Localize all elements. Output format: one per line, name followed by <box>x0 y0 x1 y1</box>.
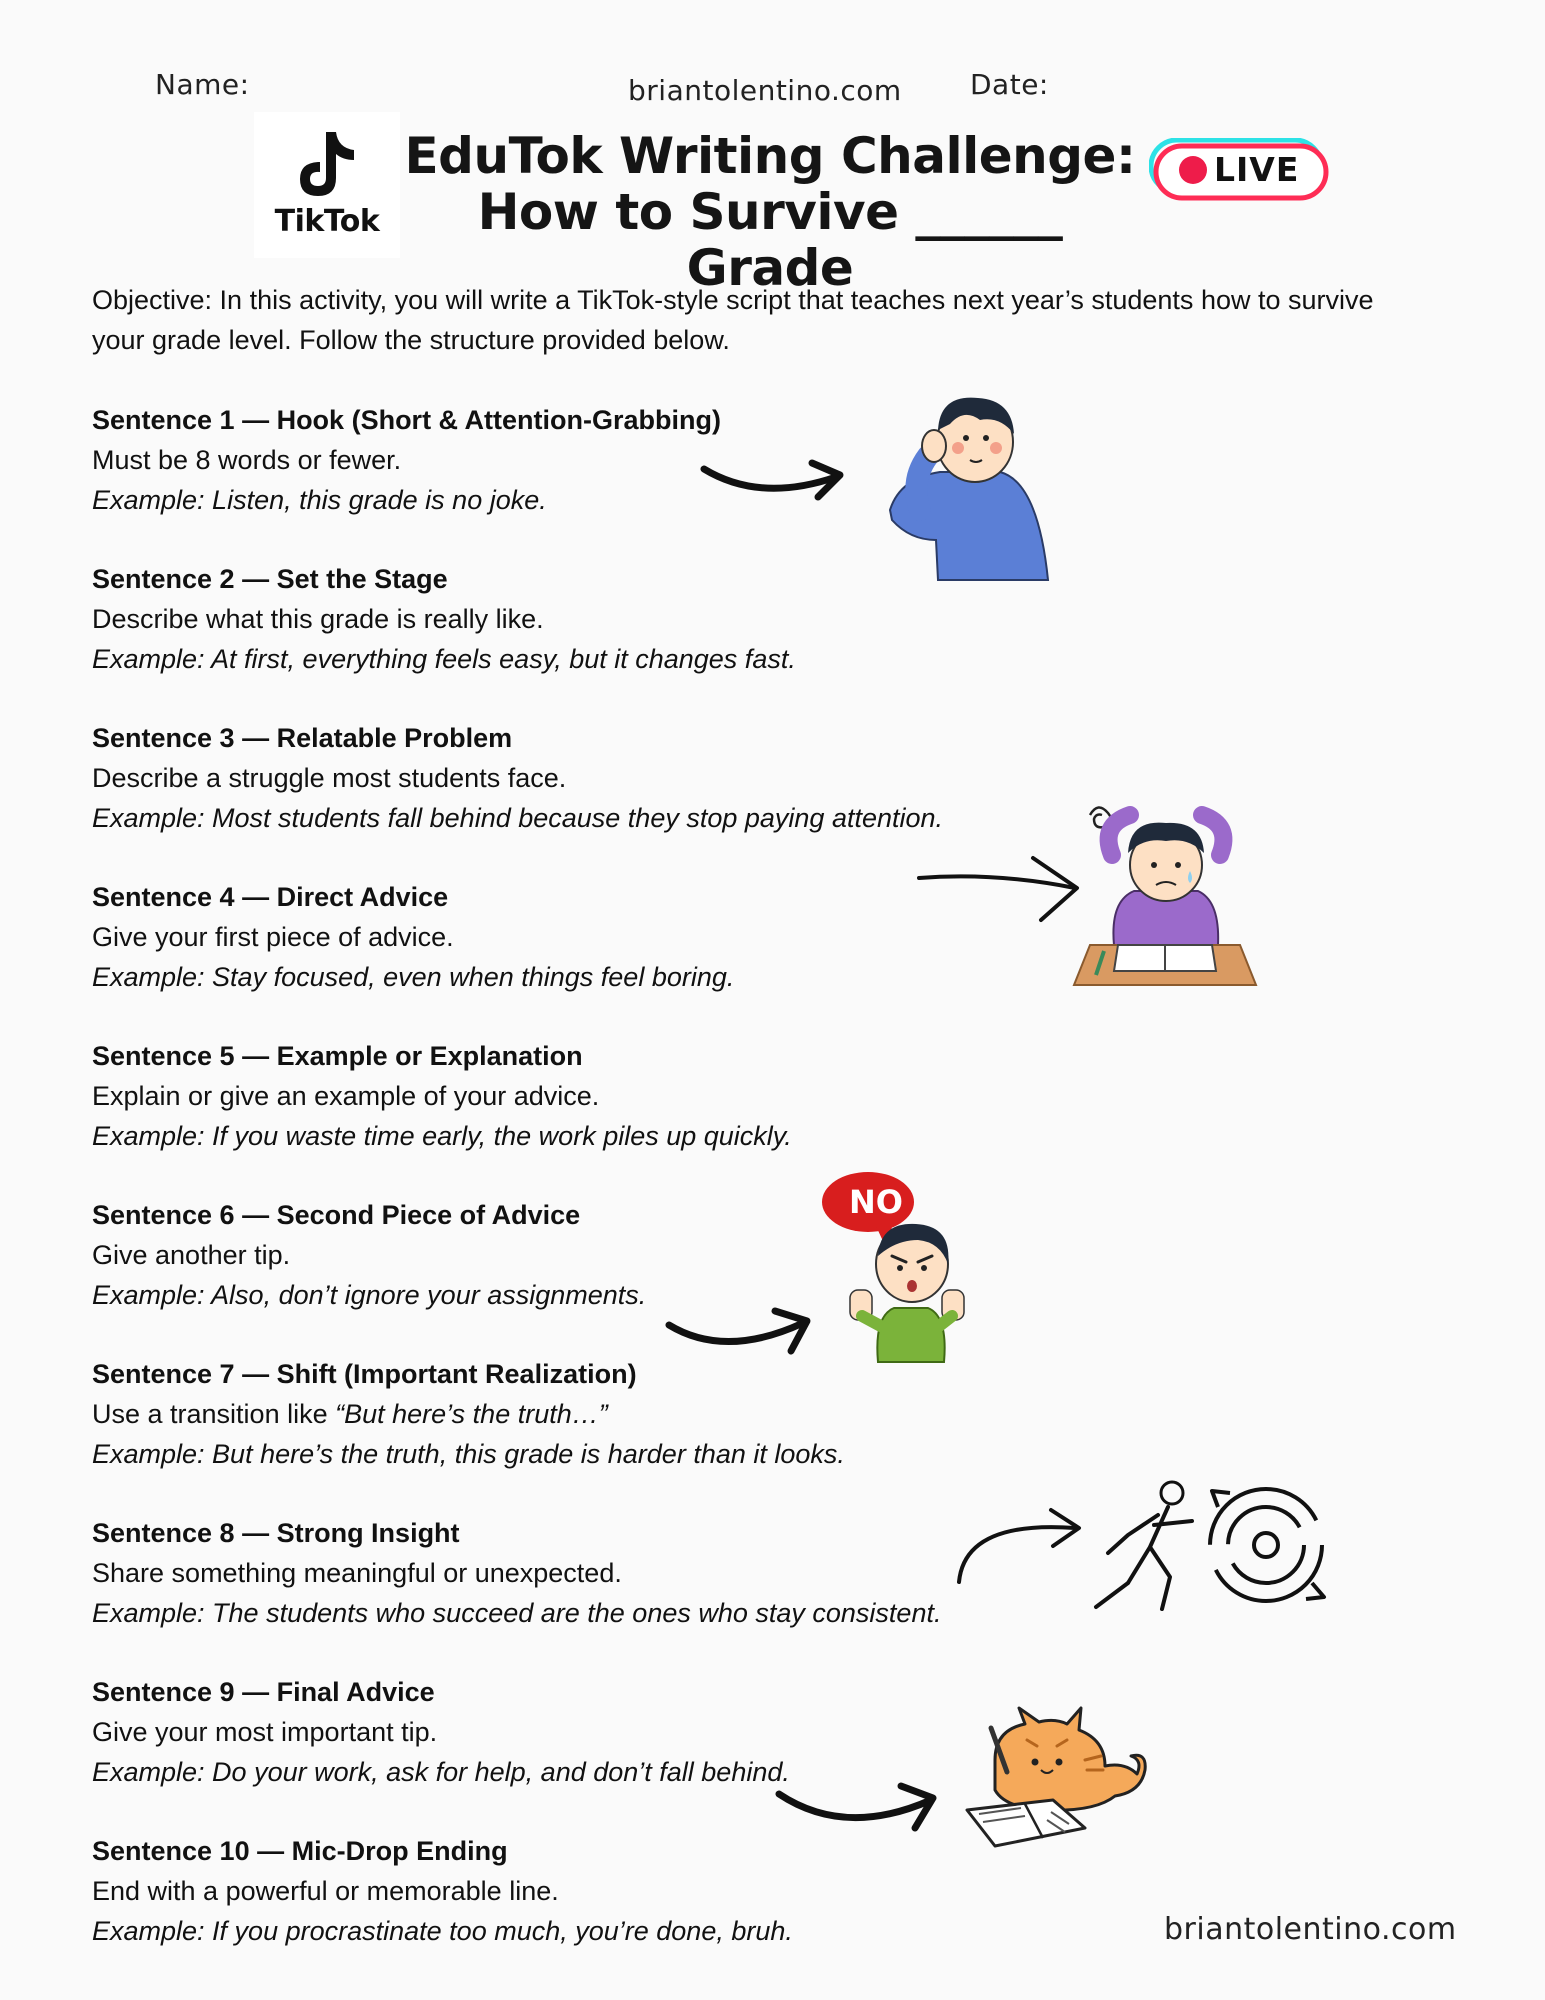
instruction-quote: “But here’s the truth…” <box>335 1399 608 1429</box>
title-line-2: How to Survive ______ Grade <box>477 183 1063 297</box>
title-line-1: EduTok Writing Challenge: <box>404 127 1136 185</box>
sentence-example: Example: Stay focused, even when things feel boring. <box>92 962 735 992</box>
curved-arrow-icon <box>775 1780 945 1840</box>
sentence-example: Example: Do your work, ask for help, and don’t fall behind. <box>92 1757 790 1787</box>
sentence-instruction: Describe a struggle most students face. <box>92 763 567 793</box>
sentence-example: Example: Listen, this grade is no joke. <box>92 485 547 515</box>
sentence-block-7 <box>92 1354 1092 1474</box>
sentence-block-10 <box>92 1831 1092 1951</box>
live-dot-icon <box>1178 155 1208 185</box>
sentence-heading: Sentence 7 — Shift (Important Realization) <box>92 1359 637 1389</box>
sentence-instruction: Give another tip. <box>92 1240 291 1270</box>
no-bubble-label: NO <box>849 1183 903 1221</box>
objective-text: Objective: In this activity, you will write a TikTok-style script that teaches next year’s students how to survive your grade level. Follow the structure provided below. <box>92 285 1374 355</box>
curved-arrow-icon <box>955 1500 1085 1590</box>
tiktok-wordmark: TikTok <box>274 204 380 239</box>
footer-site-url: briantolentino.com <box>1164 1912 1457 1947</box>
sentence-heading: Sentence 5 — Example or Explanation <box>92 1041 583 1071</box>
curved-arrow-icon <box>665 1305 815 1365</box>
sentence-block-5 <box>92 1036 1092 1156</box>
live-label: LIVE <box>1214 150 1300 189</box>
reading-cat-icon <box>955 1700 1150 1850</box>
sentence-example: Example: If you procrastinate too much, you’re done, bruh. <box>92 1916 793 1946</box>
sentence-example: Example: Also, don’t ignore your assignments. <box>92 1280 647 1310</box>
sentence-instruction <box>92 1394 1092 1434</box>
instruction-text: Use a transition like <box>92 1399 336 1429</box>
sentence-heading: Sentence 9 — Final Advice <box>92 1677 435 1707</box>
page-title <box>400 128 1140 296</box>
sentence-heading: Sentence 2 — Set the Stage <box>92 564 448 594</box>
refusing-boy-icon <box>848 1212 968 1362</box>
tiktok-logo <box>254 112 400 258</box>
sentence-block-3 <box>92 718 1092 838</box>
sentence-instruction: End with a powerful or memorable line. <box>92 1876 559 1906</box>
sentence-example: Example: The students who succeed are the ones who stay consistent. <box>92 1598 942 1628</box>
sentence-block-9 <box>92 1672 1092 1792</box>
sentence-heading: Sentence 3 — Relatable Problem <box>92 723 513 753</box>
sentence-instruction: Must be 8 words or fewer. <box>92 445 402 475</box>
name-label: Name: <box>155 68 250 101</box>
tiktok-note-icon <box>254 112 400 204</box>
sentence-heading: Sentence 6 — Second Piece of Advice <box>92 1200 581 1230</box>
listening-boy-icon <box>880 390 1060 585</box>
sentence-instruction: Describe what this grade is really like. <box>92 604 544 634</box>
live-badge <box>1152 142 1326 198</box>
sentence-heading: Sentence 8 — Strong Insight <box>92 1518 460 1548</box>
sentence-heading: Sentence 1 — Hook (Short & Attention-Grabbing) <box>92 405 722 435</box>
sentence-example: Example: At first, everything feels easy, but it changes fast. <box>92 644 796 674</box>
date-label: Date: <box>970 68 1049 101</box>
curved-arrow-icon <box>700 455 850 515</box>
sentence-instruction: Explain or give an example of your advice. <box>92 1081 600 1111</box>
sentence-heading: Sentence 10 — Mic-Drop Ending <box>92 1836 508 1866</box>
sentence-example: Example: If you waste time early, the work piles up quickly. <box>92 1121 792 1151</box>
straight-arrow-icon <box>915 850 1085 920</box>
sentence-block-8 <box>92 1513 1092 1633</box>
sentence-instruction: Give your most important tip. <box>92 1717 438 1747</box>
sentence-instruction: Give your first piece of advice. <box>92 922 454 952</box>
consistency-cycle-icon <box>1088 1475 1338 1615</box>
stressed-student-icon <box>1070 795 1260 990</box>
site-url: briantolentino.com <box>628 74 902 107</box>
sentence-example: Example: Most students fall behind because they stop paying attention. <box>92 803 944 833</box>
sentence-example: Example: But here’s the truth, this grade is harder than it looks. <box>92 1439 845 1469</box>
sentence-instruction: Share something meaningful or unexpected. <box>92 1558 622 1588</box>
sentence-heading: Sentence 4 — Direct Advice <box>92 882 449 912</box>
